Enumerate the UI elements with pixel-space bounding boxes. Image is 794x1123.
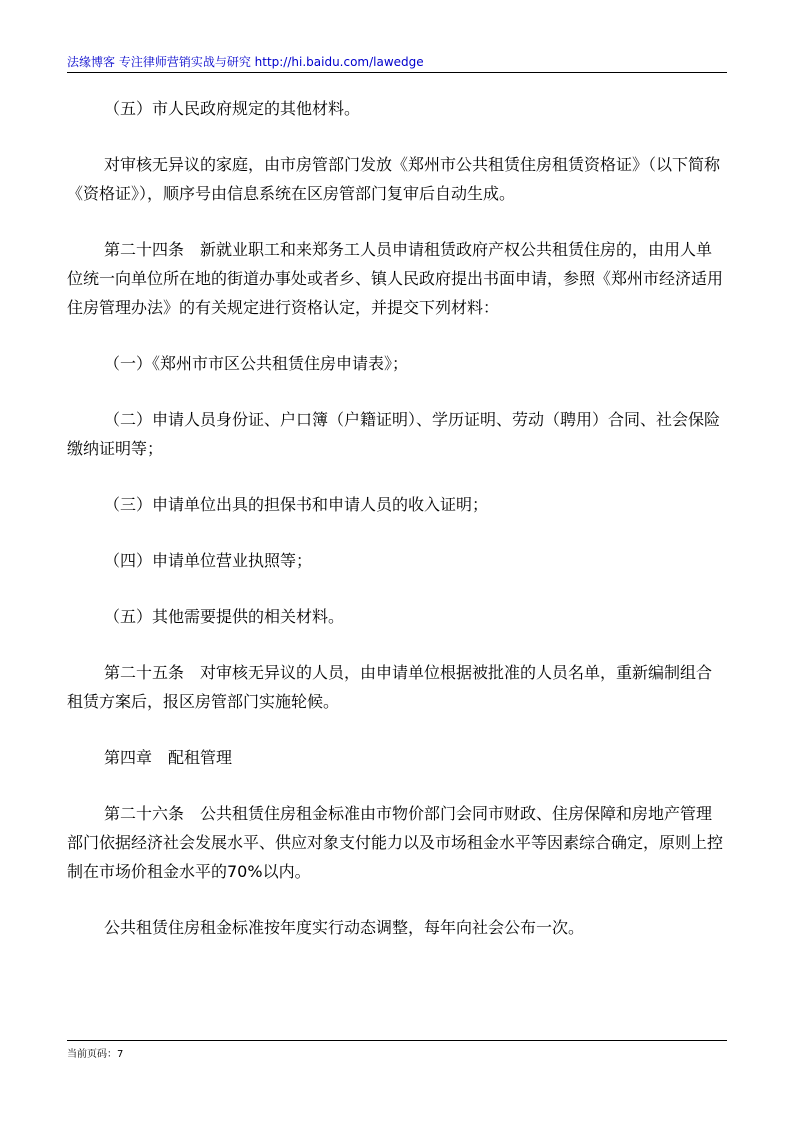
document-body bbox=[67, 94, 727, 969]
paragraph: （二）申请人员身份证、户口簿（户籍证明）、学历证明、劳动（聘用）合同、社会保险缴纳证明等； bbox=[67, 410, 721, 458]
paragraph: 第二十四条 新就业职工和来郑务工人员申请租赁政府产权公共租赁住房的，由用人单位统一向单位所在地的街道办事处或者乡、镇人民政府提出书面申请，参照《郑州市经济适用住房管理办法》的有关规定进行资格认定，并提交下列材料： bbox=[67, 240, 724, 317]
page-number: 当前页码：7 bbox=[67, 1049, 124, 1060]
page-header: 法缘博客 专注律师营销实战与研究 http://hi.baidu.com/lawedge bbox=[67, 55, 424, 69]
paragraph: （五）其他需要提供的相关材料。 bbox=[104, 607, 345, 626]
footer-divider bbox=[67, 1040, 727, 1041]
paragraph: （一）《郑州市市区公共租赁住房申请表》； bbox=[104, 354, 409, 373]
paragraph: 第二十六条 公共租赁住房租金标准由市物价部门会同市财政、住房保障和房地产管理部门依据经济社会发展水平、供应对象支付能力以及市场租金水平等因素综合确定，原则上控制在市场价租金水平的70%以内。 bbox=[67, 804, 724, 881]
paragraph: （四）申请单位营业执照等； bbox=[104, 551, 313, 570]
paragraph: （三）申请单位出具的担保书和申请人员的收入证明； bbox=[104, 495, 489, 514]
paragraph: （五）市人民政府规定的其他材料。 bbox=[104, 99, 361, 118]
paragraph: 公共租赁住房租金标准按年度实行动态调整，每年向社会公布一次。 bbox=[104, 918, 585, 937]
paragraph: 对审核无异议的家庭，由市房管部门发放《郑州市公共租赁住房租赁资格证》（以下简称《资格证》），顺序号由信息系统在区房管部门复审后自动生成。 bbox=[67, 155, 721, 203]
paragraph: 第二十五条 对审核无异议的人员，由申请单位根据被批准的人员名单，重新编制组合租赁方案后，报区房管部门实施轮候。 bbox=[67, 663, 713, 711]
chapter-heading: 第四章 配租管理 bbox=[104, 748, 233, 767]
header-divider bbox=[67, 72, 727, 73]
